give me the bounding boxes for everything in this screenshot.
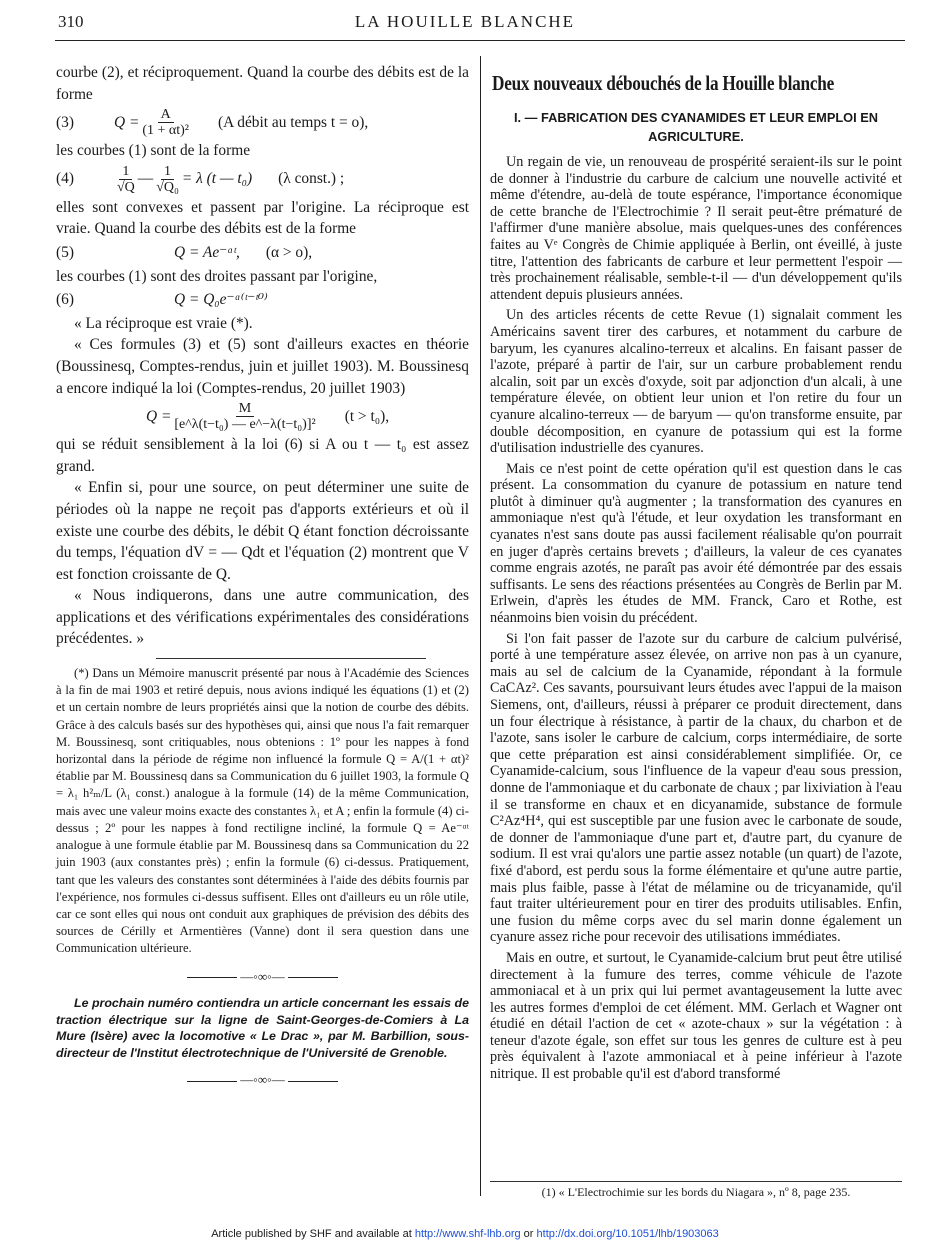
equation-number: (4) xyxy=(56,170,74,188)
page-number: 310 xyxy=(58,12,84,31)
equation-expr: Q = Ae⁻ᵅᵗ, xyxy=(174,243,240,261)
paragraph: Mais ce n'est point de cette opération qu'il est question dans le cas présent. La consommation du cyanure de potassium en nature tend plutôt à diminuer qu'à augmenter ; la transformation des cyanures en ammoniaque n'est qu'à l'étude, et leur oxydation les transformant en cyanates n'est sans doute pas aussi facilement réalisable qu'on pourrait en juger d'après certains brevets ; d'ailleurs, la valeur de ces cyanates comme engrais azotés, ne paraît pas avoir été démontrée par des essais suffisants. Le sens des réactions présentées au Congrès de Berlin par M. Erlwein, d'après les études de MM. Franck, Caro et Rothe, est néanmoins bien voisin du précédent. xyxy=(490,460,902,627)
numerator: 1 xyxy=(119,164,132,180)
right-column xyxy=(490,62,902,1083)
paragraph: les courbes (1) sont de la forme xyxy=(56,142,251,160)
ornament-glyph: —◦∞◦— xyxy=(240,968,285,984)
paragraph: Un regain de vie, un renouveau de prospérité seraient-ils sur le point de donner à l'industrie du carbure de calcium une nouvelle activité et même d'étendre, au-delà de toute espérance, l'importance économique de cette branche de l'Electrochimie ? Il serait peut-être prématuré de l'affirmer d'une manière absolue, mais quelques-unes des conférences faites au Vᵉ Congrès de Chimie appliquée à Berlin, ont éveillé, à juste titre, l'attention des fabricants de carbure et leur permettent l'espoir — très prochainement réalisable, semble-t-il — d'un développement qu'ils attendent depuis plusieurs années. xyxy=(490,154,902,303)
fraction xyxy=(174,401,315,432)
fraction xyxy=(142,107,189,138)
footer-text: Article published by SHF and available at xyxy=(211,1228,412,1240)
paragraph: « Nous indiquerons, dans une autre communication, des applications et des vérifications expérimentales des considérations précédentes. » xyxy=(56,587,469,648)
equation-6 xyxy=(56,289,469,311)
minus-sign: — xyxy=(137,170,154,188)
paragraph: Si l'on fait passer de l'azote sur du carbure de calcium pulvérisé, porté à une température assez élevée, on arrive non pas à un cyanure, mais au sel de calcium de la Cyanamide, répondant à la formule CaCAz². Ces savants, poursuivant leurs études avec l'appui de la maison Siemens, ont, d'ailleurs, réussi à préparer ce produit directement, dans un four électrique à résistance, à partir de la chaux, du charbon et de l'azote, sans isoler le carbure de calcium, corps intermédiaire, de sorte que cette préparation est ainsi considérablement simplifiée. Or, ce Cyanamide-calcium, sous l'influence de la vapeur d'eau sous pression, donne de l'ammoniaque et du carbonate de chaux ; par lixiviation à l'eau il se transforme en chaux et en dicyanamide, substance de formule C²Az⁴H⁴, qui est susceptible par une fusion avec le carbonate de soude, de donner de l'ammoniaque d'une part et, d'autre part, du cyanure de sodium. Il est vrai qu'alors une partie assez notable (un quart) de l'azote, fixé d'abord, est perdu sous la forme élémentaire et qu'une autre partie, mais plus faible, passe à l'état de mélamine ou de tricyanamide, qu'il faut traiter ultérieurement pour en tirer des produits utilisables. Enfin, une fusion du même corps avec du sel marin donne également un cyanure assez riche pour recevoir des utilisations immédiates. xyxy=(490,630,902,946)
footer-link-doi[interactable]: http://dx.doi.org/10.1051/lhb/1903063 xyxy=(536,1228,719,1240)
equation-3 xyxy=(56,107,469,138)
footer-or: or xyxy=(523,1228,534,1240)
equation-number: (6) xyxy=(56,291,74,309)
equation-expr: Q = Q₀e⁻ᵅ⁽ᵗ⁻ᵗ⁰⁾ xyxy=(174,291,268,309)
denominator: √Q₀ xyxy=(156,179,179,195)
header-rule xyxy=(55,40,905,41)
paragraph: qui se réduit sensiblement à la loi (6) si A ou t — t₀ est assez grand. xyxy=(56,436,469,475)
journal-title: LA HOUILLE BLANCHE xyxy=(354,12,576,31)
page-header xyxy=(0,10,930,38)
fraction xyxy=(117,164,135,195)
section-heading: I. — FABRICATION DES CYANAMIDES ET LEUR EMPLOI EN AGRICULTURE. xyxy=(513,110,879,144)
equation-7 xyxy=(146,401,469,432)
paragraph: Un des articles récents de cette Revue (1) signalait comment les Américains savent tirer des carbures, et notamment du carbure de baryum, les cyanures alcalino-terreux et alcalins. En faisant passer de l'azote, préparé à partir de l'air, sur un carbure probablement rendu alcalin, soit par un excès d'oxyde, soit par adjonction d'un alcali, à une température élevée, on obtient leur union et l'on retire du four un cyanure alcalino-terreux — de baryum — qu'on transforme ensuite, par double décomposition, en cyanure de potassium qui est la forme d'utilisation industrielle des cyanures. xyxy=(490,307,902,457)
equation-number: (3) xyxy=(56,113,74,131)
left-column xyxy=(56,62,469,1099)
ornament-glyph: —◦∞◦— xyxy=(240,1072,285,1088)
column-divider xyxy=(480,56,481,1196)
paragraph: « Enfin si, pour une source, on peut déterminer une suite de périodes où la nappe ne reçoit pas d'apports extérieurs et où il existe une courbe des débits, le débit Q étant fonction décroissante du temps, l'équation dV = — Qdt et l'équation (2) montrent que V est fonction croissante de Q. xyxy=(56,479,469,583)
equation-note: (α > o), xyxy=(265,243,313,261)
ornament-divider xyxy=(56,1069,469,1091)
equation-5 xyxy=(56,242,469,264)
equation-note: (A débit au temps t = o), xyxy=(218,113,369,131)
paragraph: elles sont convexes et passent par l'origine. La réciproque est vraie. Quand la courbe des débits est de la forme xyxy=(56,198,469,238)
ornament-divider xyxy=(56,966,469,988)
equation-rhs: = λ (t — t₀) xyxy=(181,170,253,188)
next-issue-notice: Le prochain numéro contiendra un article concernant les essais de traction électrique sur la ligne de Saint-Georges-de-Comiers à La Mure (Isère) avec la locomotive « Le Drac », par M. Barbillion, sous-directeur de l'Institut électrotechnique de l'Université de Grenoble. xyxy=(56,996,469,1060)
paragraph: « Ces formules (3) et (5) sont d'ailleurs exactes en théorie (Boussinesq, Comptes-rendus, juin et juillet 1903). M. Boussinesq a encore indiqué la loi (Comptes-rendus, 20 juillet 1903) xyxy=(56,336,469,397)
equation-4 xyxy=(56,164,469,195)
right-footnote: (1) « L'Electrochimie sur les bords du Niagara », nº 8, page 235. xyxy=(490,1181,902,1200)
numerator: M xyxy=(236,401,254,417)
denominator: √Q xyxy=(117,179,135,195)
footnote-rule xyxy=(156,658,426,659)
equation-note: (λ const.) ; xyxy=(278,170,345,188)
equation-note: (t > t₀), xyxy=(344,407,390,425)
paragraph: courbe (2), et réciproquement. Quand la courbe des débits est de la forme xyxy=(56,64,469,103)
equation-lhs: Q = xyxy=(114,113,140,131)
numerator: 1 xyxy=(161,164,174,180)
paragraph: « La réciproque est vraie (*). xyxy=(74,314,253,332)
paragraph: Mais en outre, et surtout, le Cyanamide-calcium brut peut être utilisé directement à la fumure des terres, comme véhicule de l'azote ammoniacal et à un prix qui lui permet avantageusement la lutte avec les autres formes d'emploi de cet élément. MM. Gerlach et Wagner ont étudié en détail l'action de cet « azote-chaux » sur la végétation : à teneur d'azote égale, son effet sur tous les genres de culture est à peu près équivalent à l'azote ammoniacal et à peine inférieur à l'azote nitrique. Il est probable qu'il est d'abord transformé xyxy=(490,949,902,1083)
article-title: Deux nouveaux débouchés de la Houille blanche xyxy=(492,71,834,95)
equation-number: (5) xyxy=(56,243,74,261)
denominator: [e^λ(t−t₀) — e^−λ(t−t₀)]² xyxy=(174,417,316,433)
footer-link-shf[interactable]: http://www.shf-lhb.org xyxy=(414,1228,521,1240)
fraction xyxy=(156,164,179,195)
equation-lhs: Q = xyxy=(146,407,172,425)
page-footer xyxy=(0,1228,930,1240)
numerator: A xyxy=(158,107,174,123)
footnote: (*) Dans un Mémoire manuscrit présenté par nous à l'Académie des Sciences à la fin de mai 1903 et retiré depuis, nous avions indiqué les équations (1) et (2) et un certain nombre de leurs propriétés ainsi que la notion de courbe des débits. Grâce à des calculs basés sur des hypothèses qui, ainsi que nous l'a fait remarquer M. Boussinesq, sont critiquables, nous obtenions : 1º pour les nappes à fond horizontal dans la période de régime non influencé la formule Q = A/(1 + αt)² établie par M. Boussinesq dans sa Communication du 6 juillet 1903, la formule Q = λ₁ h²ₘ/L (λ₁ const.) analogue à la formule (14) de la même Communication, mais avec une valeur moins exacte des constantes λ₁ et A ; enfin la formule (4) ci-dessus ; 2º pour les nappes à fond rectiligne incliné, la formule Q = Ae⁻ᵅᵗ analogue à une formule établie par M. Boussinesq dans sa Communication du 22 juin 1903 (aux constantes près) ; enfin la formule (6) ci-dessus. Pratiquement, tant que les valeurs des constantes sont déterminées à l'aide des débits fournis par l'expérience, nos formules ci-dessus suffisent. Elles ont d'ailleurs eu un rôle utile, car ce sont elles qui nous ont conduit aux graphiques de prévision des débits des sources de Cérilly et Armentières (Vanne) dont il sera question dans une Communication ultérieure. xyxy=(56,666,469,956)
denominator: (1 + αt)² xyxy=(142,123,190,139)
paragraph: les courbes (1) sont des droites passant par l'origine, xyxy=(56,267,378,285)
